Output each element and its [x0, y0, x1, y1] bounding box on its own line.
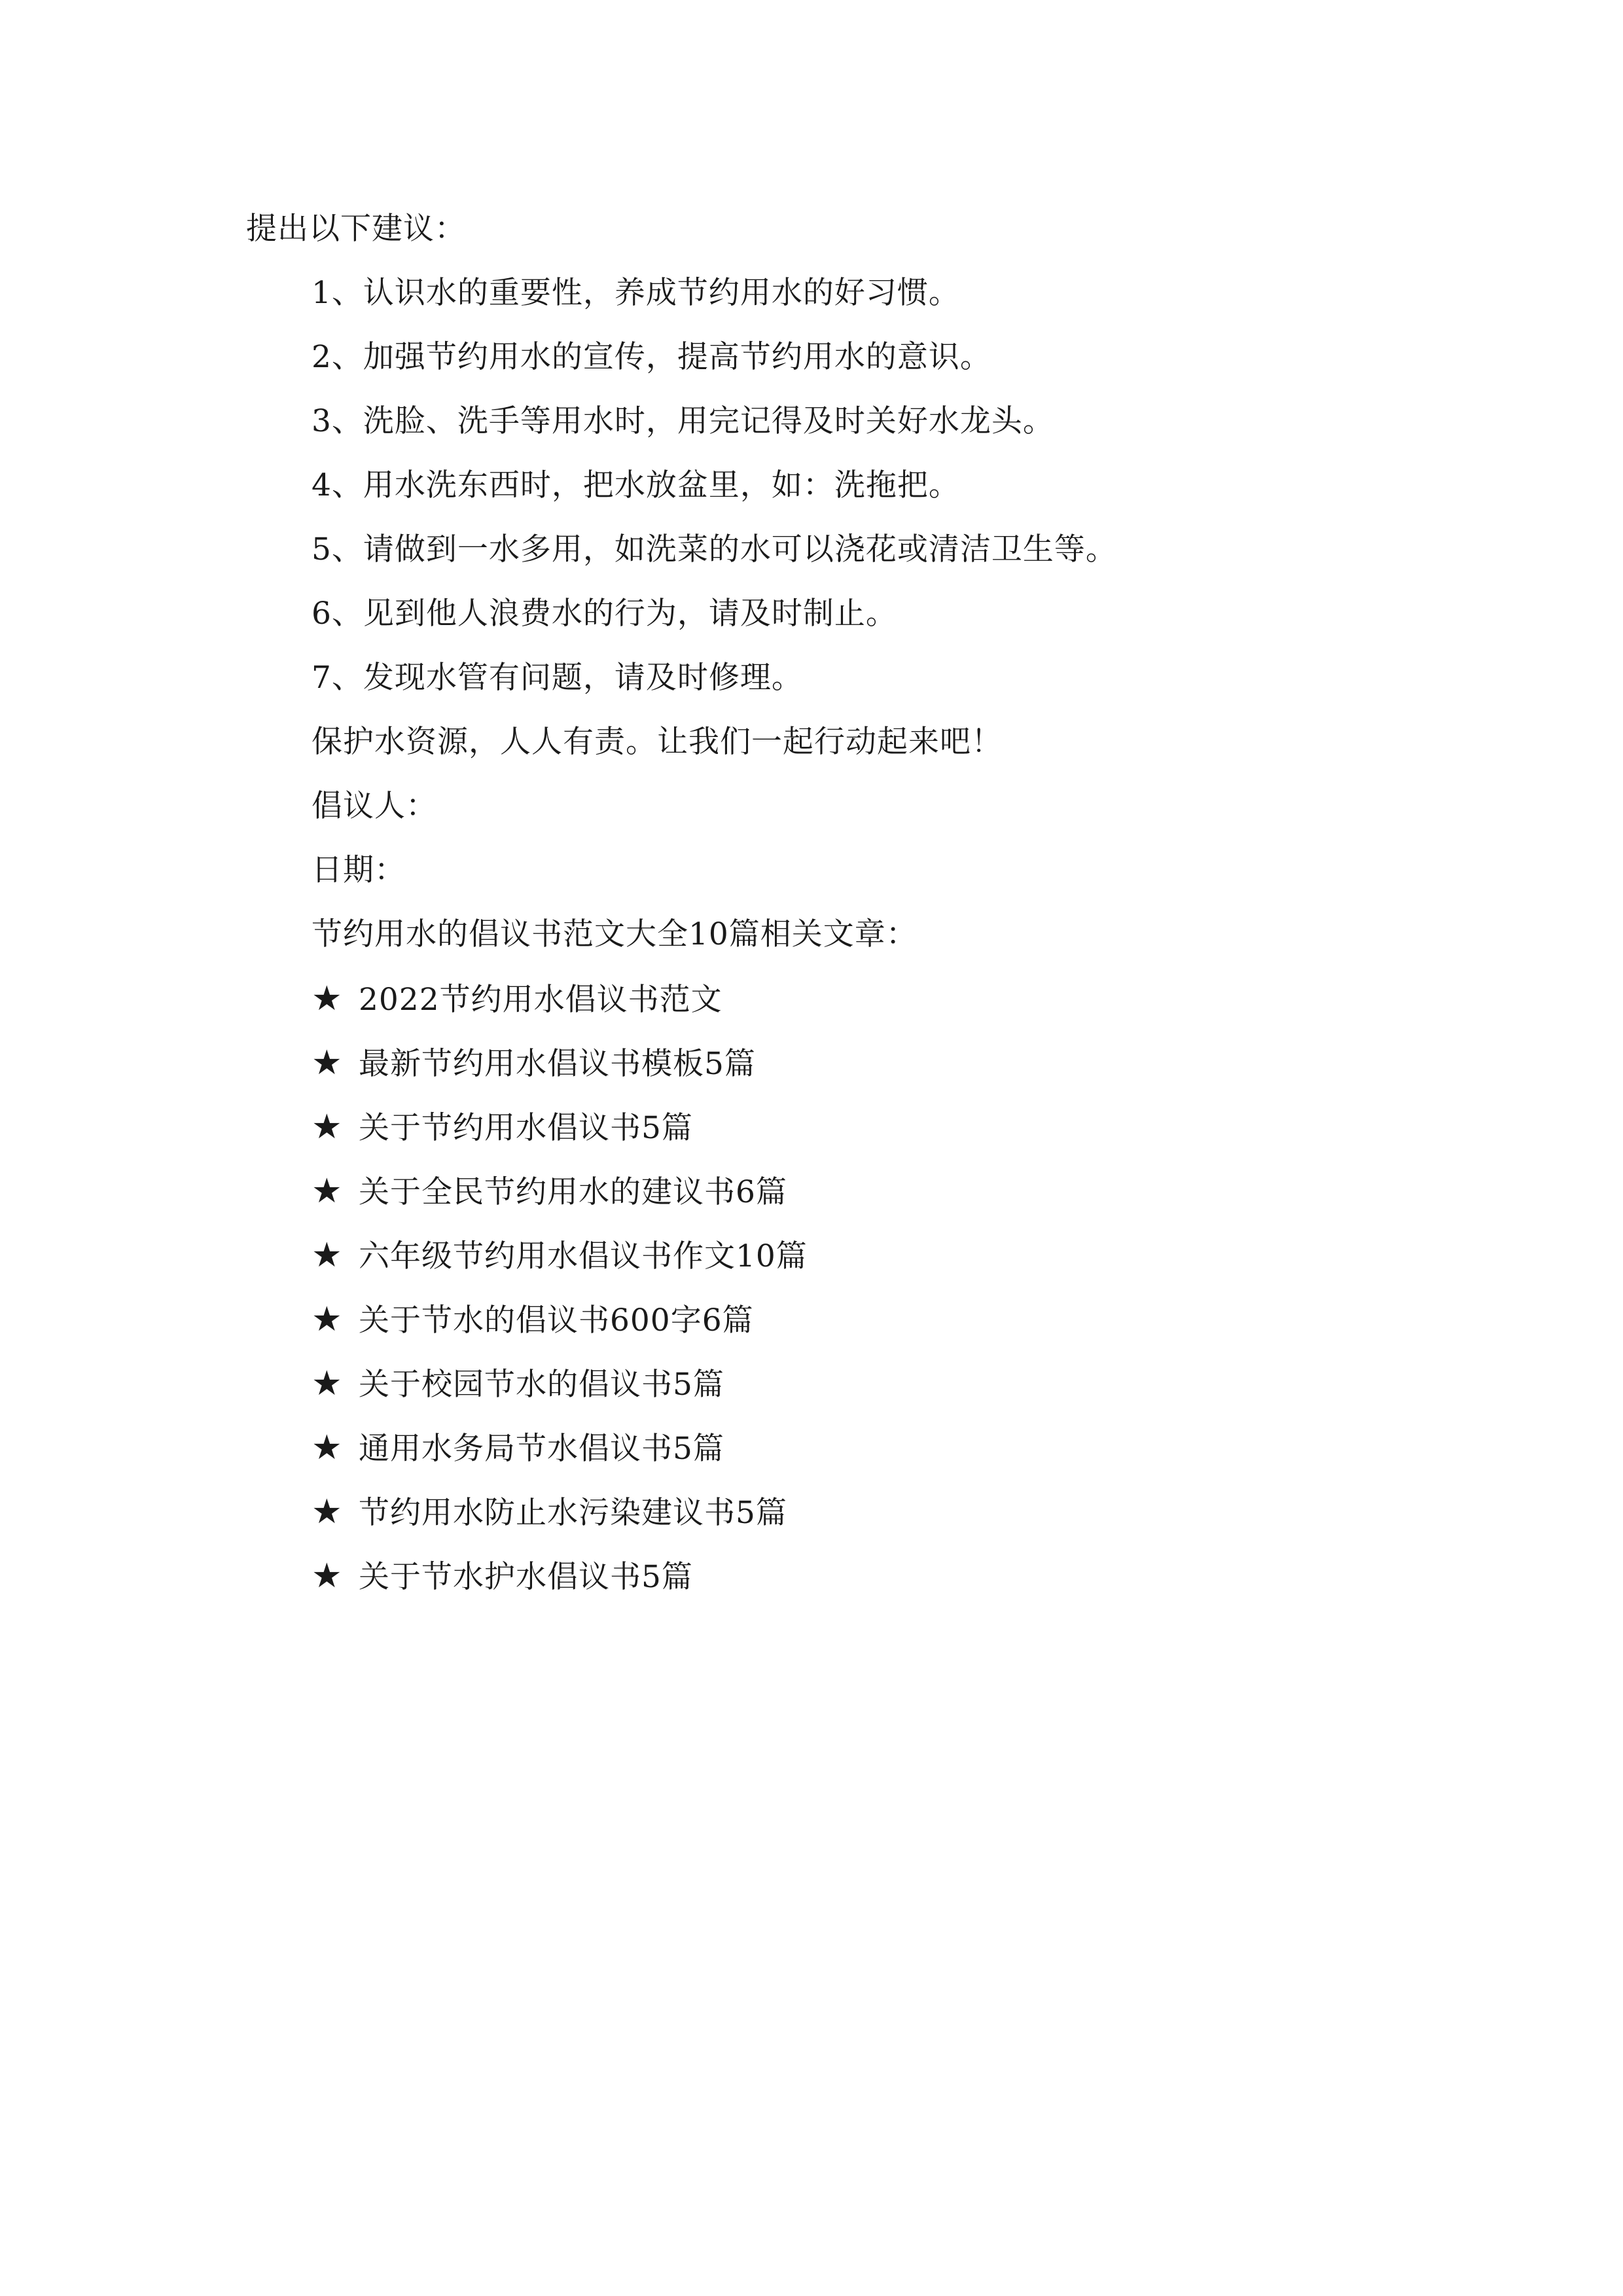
related-article-link[interactable]	[312, 979, 722, 1020]
related-article-link[interactable]	[312, 1043, 756, 1084]
star-icon: ★	[312, 1172, 343, 1211]
related-article-title: 2022节约用水倡议书范文	[359, 982, 722, 1018]
star-icon: ★	[312, 1364, 343, 1403]
star-icon: ★	[312, 979, 343, 1018]
star-icon: ★	[312, 1236, 343, 1275]
star-icon: ★	[312, 1492, 343, 1532]
related-article-link[interactable]	[312, 1300, 754, 1340]
related-article-link[interactable]	[312, 1492, 787, 1533]
proposer-label: 倡议人：	[312, 788, 437, 824]
intro-text: 提出以下建议：	[246, 211, 466, 247]
related-article-title: 关于节约用水倡议书5篇	[359, 1110, 693, 1146]
related-article-title: 关于校园节水的倡议书5篇	[359, 1367, 724, 1403]
suggestion-item: 6、见到他人浪费水的行为，请及时制止。	[312, 596, 897, 632]
star-icon: ★	[312, 1043, 343, 1083]
related-article-title: 通用水务局节水倡议书5篇	[359, 1431, 724, 1467]
suggestion-item: 7、发现水管有问题，请及时修理。	[312, 660, 803, 696]
suggestion-item: 1、认识水的重要性，养成节约用水的好习惯。	[312, 275, 960, 311]
star-icon: ★	[312, 1556, 343, 1596]
related-article-title: 关于节水的倡议书600字6篇	[359, 1302, 754, 1338]
star-icon: ★	[312, 1428, 343, 1467]
star-icon: ★	[312, 1300, 343, 1339]
related-article-link[interactable]	[312, 1428, 724, 1469]
closing-text: 保护水资源，人人有责。让我们一起行动起来吧！	[312, 724, 1003, 760]
date-label: 日期：	[312, 852, 406, 888]
related-article-link[interactable]	[312, 1236, 808, 1276]
related-article-title: 节约用水防止水污染建议书5篇	[359, 1495, 787, 1531]
related-article-link[interactable]	[312, 1172, 787, 1212]
related-article-link[interactable]	[312, 1107, 693, 1148]
suggestion-item: 4、用水洗东西时，把水放盆里，如：洗拖把。	[312, 467, 960, 503]
suggestion-item: 2、加强节约用水的宣传，提高节约用水的意识。	[312, 339, 991, 375]
related-article-title: 关于节水护水倡议书5篇	[359, 1559, 693, 1595]
suggestion-item: 5、请做到一水多用，如洗菜的水可以浇花或清洁卫生等。	[312, 531, 1117, 567]
related-article-title: 最新节约用水倡议书模板5篇	[359, 1046, 756, 1082]
related-article-link[interactable]	[312, 1556, 693, 1597]
related-article-title: 六年级节约用水倡议书作文10篇	[359, 1238, 808, 1274]
suggestion-item: 3、洗脸、洗手等用水时，用完记得及时关好水龙头。	[312, 403, 1054, 439]
related-heading: 节约用水的倡议书范文大全10篇相关文章：	[312, 916, 918, 952]
star-icon: ★	[312, 1107, 343, 1147]
related-article-title: 关于全民节约用水的建议书6篇	[359, 1174, 787, 1210]
related-article-link[interactable]	[312, 1364, 724, 1405]
